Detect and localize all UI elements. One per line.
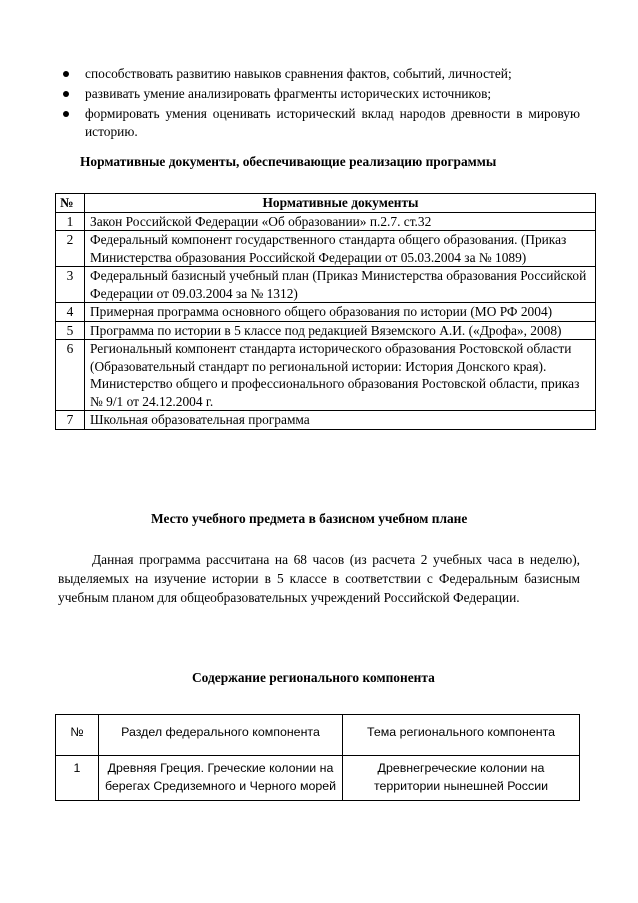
row-document: Примерная программа основного общего образования по истории (МО РФ 2004) [85,303,596,322]
row-document: Школьная образовательная программа [85,411,596,430]
table-row [56,267,596,303]
regional-heading: Содержание регионального компонента [192,670,435,685]
column-header-number: № [56,194,85,213]
table-row [56,756,580,801]
bullet-icon [63,71,69,77]
bullet-text: развивать умение анализировать фрагменты исторических источников; [85,86,492,101]
row-number: 6 [56,340,85,411]
goals-bullet-list [60,65,580,143]
table-header-row [56,715,580,756]
place-heading: Место учебного предмета в базисном учебном плане [151,511,468,526]
column-header-number: № [56,715,99,756]
row-document: Региональный компонент стандарта исторического образования Ростовской области (Образовательный стандарт по региональной истории: История Донского края). Министерство общего и профессионального образования Ростовской области, приказ № 9/1 от 24.12.2004 г. [85,340,596,411]
row-document: Программа по истории в 5 классе под редакцией Вяземского А.И. («Дрофа», 2008) [85,321,596,340]
bullet-text: способствовать развитию навыков сравнения фактов, событий, личностей; [85,66,512,81]
column-header-documents: Нормативные документы [85,194,596,213]
table-row [56,303,596,322]
normative-documents-table [55,193,596,430]
row-number: 1 [56,212,85,231]
column-header-federal-section: Раздел федерального компонента [99,715,343,756]
regional-component-table [55,714,580,801]
row-federal-section: Древняя Греция. Греческие колонии на берегах Средиземного и Черного морей [99,756,343,801]
bullet-item [60,85,580,103]
place-paragraph: Данная программа рассчитана на 68 часов (из расчета 2 учебных часа в неделю), выделяемых на изучение истории в 5 классе в соответствии с Федеральным базисным учебным планом для общеобразовательных учреждений Российской Федерации. [58,552,580,605]
row-number: 1 [56,756,99,801]
row-document: Закон Российской Федерации «Об образовании» п.2.7. ст.32 [85,212,596,231]
bullet-text: формировать умения оценивать исторический вклад народов древности в мировую историю. [85,106,580,139]
bullet-icon [63,91,69,97]
table-header-row [56,194,596,213]
row-number: 7 [56,411,85,430]
row-document: Федеральный компонент государственного стандарта общего образования. (Приказ Министерства образования Российской Федерации от 05.03.2004 за № 1089) [85,231,596,267]
table-row [56,340,596,411]
table-row [56,231,596,267]
table-row [56,321,596,340]
row-document: Федеральный базисный учебный план (Приказ Министерства образования Российской Федерации от 09.03.2004 за № 1312) [85,267,596,303]
row-number: 4 [56,303,85,322]
bullet-item [60,65,580,83]
table-row [56,411,596,430]
row-number: 3 [56,267,85,303]
column-header-regional-topic: Тема регионального компонента [343,715,580,756]
bullet-icon [63,111,69,117]
normative-heading: Нормативные документы, обеспечивающие реализацию программы [80,154,497,169]
table-row [56,212,596,231]
bullet-item [60,105,580,141]
row-number: 5 [56,321,85,340]
row-number: 2 [56,231,85,267]
row-regional-topic: Древнегреческие колонии на территории нынешней России [343,756,580,801]
